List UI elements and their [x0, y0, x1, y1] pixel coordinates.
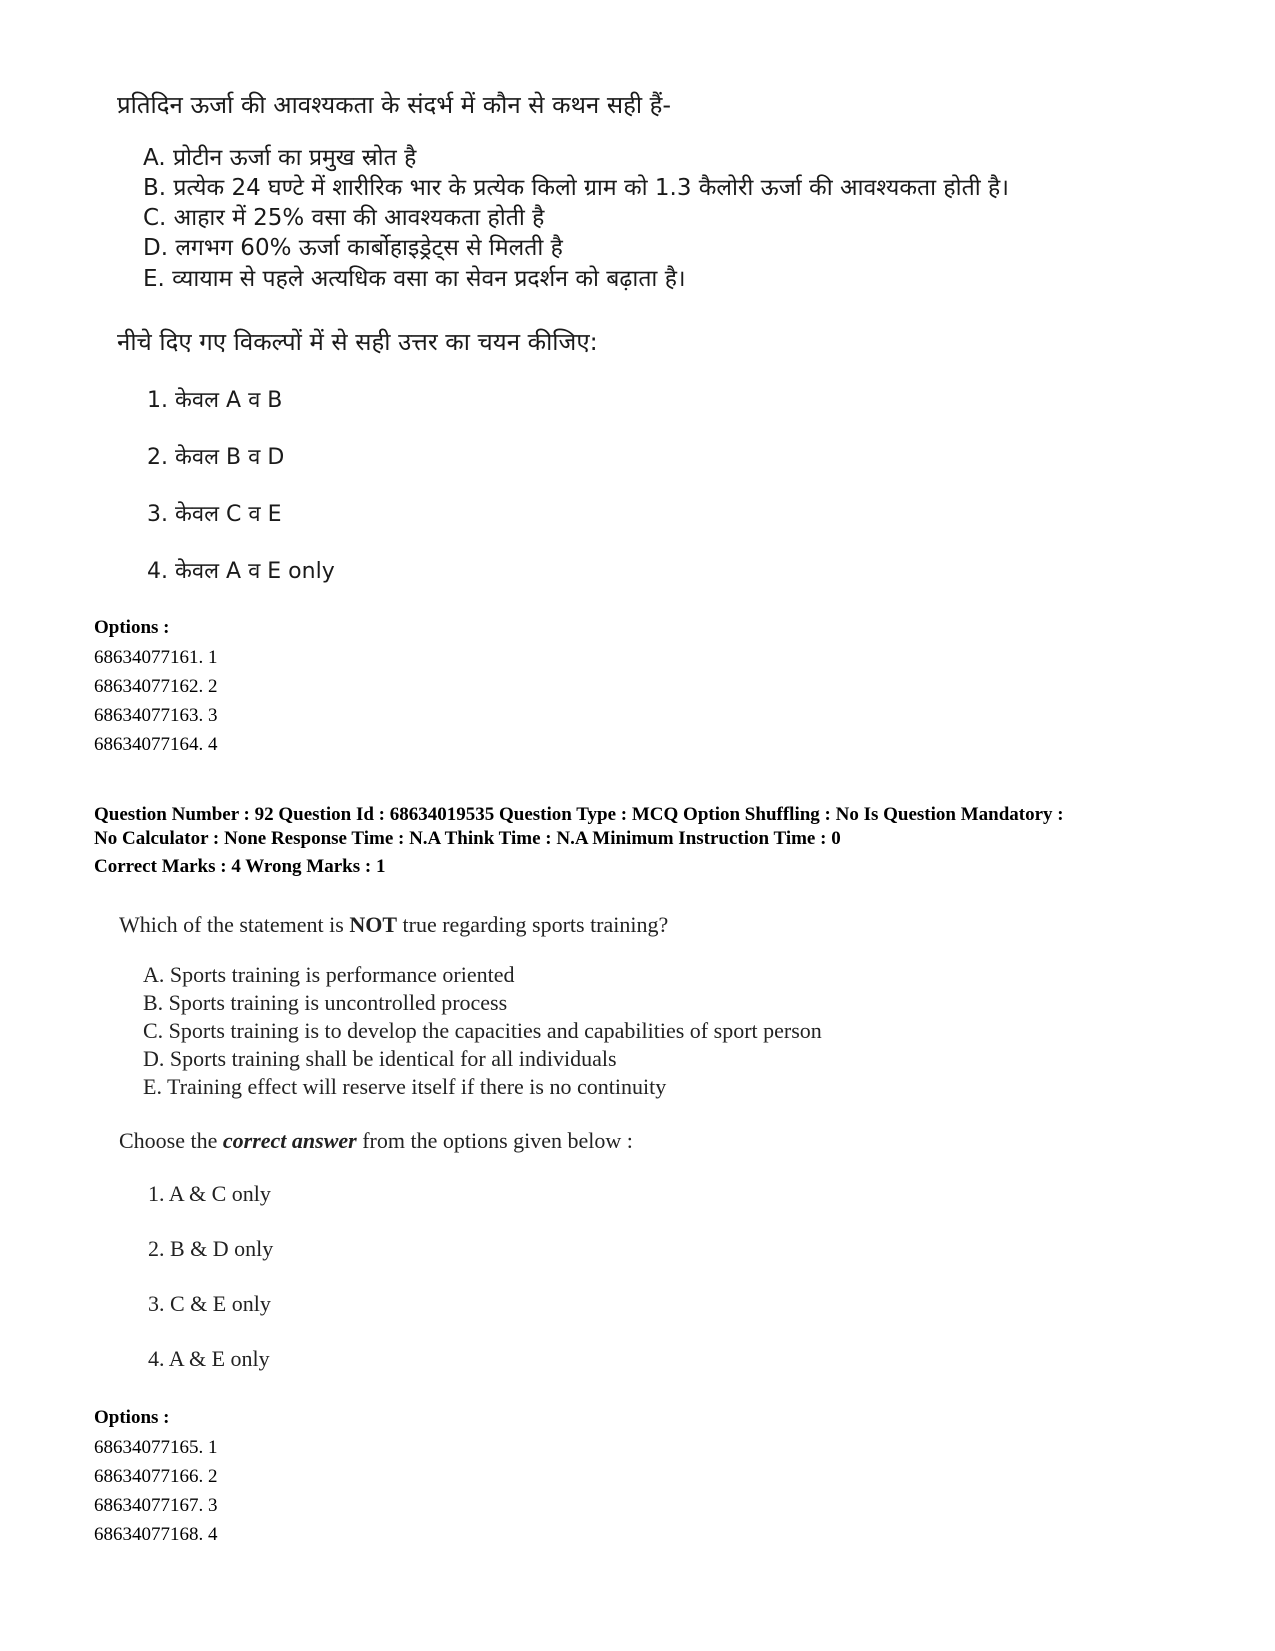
question-92-meta-line-2: No Calculator : None Response Time : N.A Think Time : N.A Minimum Instruction Time : 0: [94, 828, 841, 849]
question-92-option-4: 68634077168. 4: [94, 1524, 218, 1545]
question-91-statement-c: C. आहार में 25% वसा की आवश्यकता होती है: [143, 205, 545, 231]
question-91-answer-4: 4. केवल A व E only: [147, 559, 335, 584]
question-91-option-4: 68634077164. 4: [94, 734, 218, 755]
question-91-answer-3: 3. केवल C व E: [147, 502, 282, 527]
question-92-meta-line-1: Question Number : 92 Question Id : 68634019535 Question Type : MCQ Option Shuffling : No Is Question Mandatory :: [94, 804, 1064, 825]
question-91-statement-e: E. व्यायाम से पहले अत्यधिक वसा का सेवन प्रदर्शन को बढ़ाता है।: [143, 266, 686, 292]
question-91-statement-a: A. प्रोटीन ऊर्जा का प्रमुख स्रोत है: [143, 145, 417, 171]
question-91-options-label: Options :: [94, 617, 170, 638]
question-92-statement-c: C. Sports training is to develop the capacities and capabilities of sport person: [143, 1018, 822, 1043]
question-92-stem-post: true regarding sports training?: [397, 912, 669, 937]
question-92-stem: [119, 912, 668, 938]
question-92-answer-2: 2. B & D only: [148, 1236, 274, 1261]
question-91-answer-2: 2. केवल B व D: [147, 445, 285, 470]
question-92-option-1: 68634077165. 1: [94, 1437, 218, 1458]
question-91-answer-1: 1. केवल A व B: [147, 388, 283, 413]
question-92-statement-a: A. Sports training is performance oriented: [143, 962, 515, 987]
question-92-marks: Correct Marks : 4 Wrong Marks : 1: [94, 856, 386, 877]
question-91-statement-b: B. प्रत्येक 24 घण्टे में शारीरिक भार के प्रत्येक किलो ग्राम को 1.3 कैलोरी ऊर्जा की आवश्यकता होती है।: [143, 175, 1009, 201]
question-92-option-3: 68634077167. 3: [94, 1495, 218, 1516]
question-92-answer-3: 3. C & E only: [148, 1291, 271, 1316]
question-92-answer-1: 1. A & C only: [148, 1181, 271, 1206]
question-92-choose-emphasis: correct answer: [222, 1128, 357, 1153]
question-92-choose-instruction: [119, 1128, 633, 1154]
question-91-choose-instruction: नीचे दिए गए विकल्पों में से सही उत्तर का चयन कीजिए:: [117, 328, 598, 356]
question-91-statement-d: D. लगभग 60% ऊर्जा कार्बोहाइड्रेट्स से मिलती है: [143, 235, 563, 261]
question-92-statement-b: B. Sports training is uncontrolled process: [143, 990, 508, 1015]
question-91-option-3: 68634077163. 3: [94, 705, 218, 726]
question-92-answer-4: 4. A & E only: [148, 1346, 270, 1371]
question-92-choose-pre: Choose the: [119, 1128, 223, 1153]
question-92-option-2: 68634077166. 2: [94, 1466, 218, 1487]
question-92-stem-emphasis: NOT: [349, 912, 398, 937]
question-92-statement-d: D. Sports training shall be identical for all individuals: [143, 1046, 617, 1071]
question-92-stem-pre: Which of the statement is: [119, 912, 350, 937]
question-91-option-2: 68634077162. 2: [94, 676, 218, 697]
question-91-option-1: 68634077161. 1: [94, 647, 218, 668]
question-92-choose-post: from the options given below :: [356, 1128, 633, 1153]
question-92-options-label: Options :: [94, 1407, 170, 1428]
question-92-statement-e: E. Training effect will reserve itself if there is no continuity: [143, 1074, 667, 1099]
question-91-stem: प्रतिदिन ऊर्जा की आवश्यकता के संदर्भ में कौन से कथन सही हैं-: [117, 91, 672, 119]
